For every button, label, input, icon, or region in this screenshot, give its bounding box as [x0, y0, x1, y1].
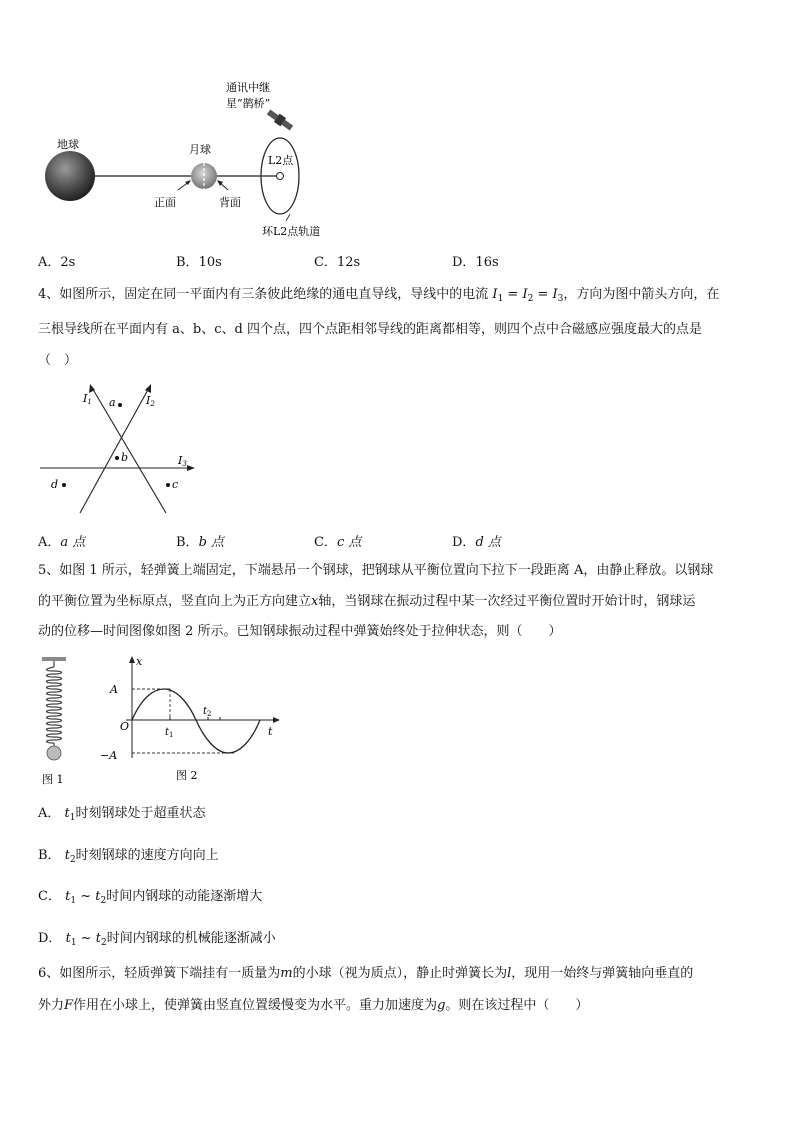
steel-ball — [47, 746, 61, 760]
orbit-label: 环L2点轨道 — [262, 225, 321, 238]
q4-stem-line1: 4、如图所示，固定在同一平面内有三条彼此绝缘的通电直导线，导线中的电流 $I_1 = I_2 = I_3$，方向为图中箭头方向，在 — [38, 287, 720, 304]
q3-option-b[interactable]: B．10s — [176, 255, 222, 270]
q4-option-a[interactable]: A．a 点 — [38, 535, 86, 550]
q5-option-a[interactable]: A． $t_1$时刻钢球处于超重状态 — [38, 806, 206, 823]
q3-option-a[interactable]: A．2s — [38, 255, 76, 270]
q3-option-c[interactable]: C．12s — [314, 255, 361, 270]
earth-sphere — [45, 151, 95, 201]
label-i3: I3 — [178, 454, 187, 468]
x-axis-arrowhead — [129, 656, 135, 663]
spring-figure — [36, 655, 76, 785]
neg-amplitude-label: −A — [100, 749, 118, 762]
point-d — [62, 483, 66, 487]
label-i2: I2 — [146, 394, 155, 408]
t-axis-arrowhead — [273, 717, 280, 723]
front-label: 正面 — [154, 196, 176, 209]
q6-stem-line2: 外力F作用在小球上，使弹簧由竖直位置缓慢变为水平。重力加速度为g。则在该过程中（ ） — [38, 998, 589, 1013]
q5-stem-line1: 5、如图 1 所示，轻弹簧上端固定，下端悬吊一个钢球，把钢球从平衡位置向下拉下一段距离 A，由静止释放。以钢球 — [38, 563, 714, 578]
earth-label: 地球 — [57, 138, 79, 151]
q5-option-d[interactable]: D． $t_1$ ~ $t_2$时间内钢球的机械能逐渐减小 — [38, 931, 276, 948]
label-i1: I1 — [83, 392, 92, 406]
q3-option-d[interactable]: D．16s — [452, 255, 499, 270]
wire-i2-arrowhead — [145, 384, 151, 393]
satellite-icon — [266, 108, 295, 132]
three-wires-figure — [38, 378, 198, 518]
t2-label: $t_2$ — [203, 706, 212, 718]
current-equation: $I_1 = I_2 = I_3$ — [492, 287, 564, 304]
fig1-caption: 图 1 — [42, 773, 64, 785]
ceiling-mount — [42, 657, 66, 661]
back-label: 背面 — [219, 196, 241, 209]
sine-curve — [132, 689, 260, 753]
x-axis-label: x — [136, 655, 143, 668]
q4-option-b[interactable]: B．b 点 — [176, 535, 225, 550]
moon-label: 月球 — [189, 143, 211, 156]
point-a — [118, 403, 122, 407]
fig2-caption: 图 2 — [176, 769, 198, 782]
label-c: c — [172, 478, 179, 491]
t-axis-label: t — [268, 725, 273, 738]
l2-label: L2点 — [268, 154, 294, 167]
amplitude-label: A — [110, 683, 118, 696]
displacement-time-graph — [96, 652, 286, 787]
t1-label: $t_1$ — [165, 727, 174, 739]
q6-stem-line1: 6、如图所示，轻质弹簧下端挂有一质量为m的小球（视为质点），静止时弹簧长为l，现用一始终与弹簧轴向垂直的 — [38, 966, 694, 981]
label-b: b — [121, 451, 129, 464]
q5-option-c[interactable]: C． $t_1$ ~ $t_2$时间内钢球的动能逐渐增大 — [38, 889, 263, 906]
satellite-label-1: 通讯中继 — [226, 81, 270, 94]
q4-stem-line3: （ ） — [38, 353, 78, 368]
q4-stem-line2: 三根导线所在平面内有 a、b、c、d 四个点，四个点距相邻导线的距离都相等，则四个点中合磁感应强度最大的点是 — [38, 322, 702, 337]
spring-coil — [47, 667, 62, 743]
point-c — [166, 483, 170, 487]
label-a: a — [109, 396, 116, 409]
l2-point — [277, 173, 284, 180]
point-b — [115, 456, 119, 460]
orbit-label-leader — [286, 214, 290, 221]
earth-moon-l2-figure — [30, 78, 360, 243]
wire-i3-arrowhead — [187, 465, 195, 471]
q5-stem-line2: 的平衡位置为坐标原点，竖直向上为正方向建立x轴，当钢球在振动过程中某一次经过平衡位置时开始计时，钢球运 — [38, 594, 696, 609]
label-d: d — [51, 478, 59, 491]
origin-label: O — [120, 720, 130, 733]
q5-option-b[interactable]: B． $t_2$时刻钢球的速度方向向上 — [38, 848, 219, 865]
satellite-label-2: 星“鹊桥” — [226, 97, 271, 110]
q5-stem-line3: 动的位移—时间图像如图 2 所示。已知钢球振动过程中弹簧始终处于拉伸状态，则（ ） — [38, 624, 562, 639]
q4-option-c[interactable]: C．c 点 — [314, 535, 362, 550]
q4-option-d[interactable]: D．d 点 — [452, 535, 501, 550]
